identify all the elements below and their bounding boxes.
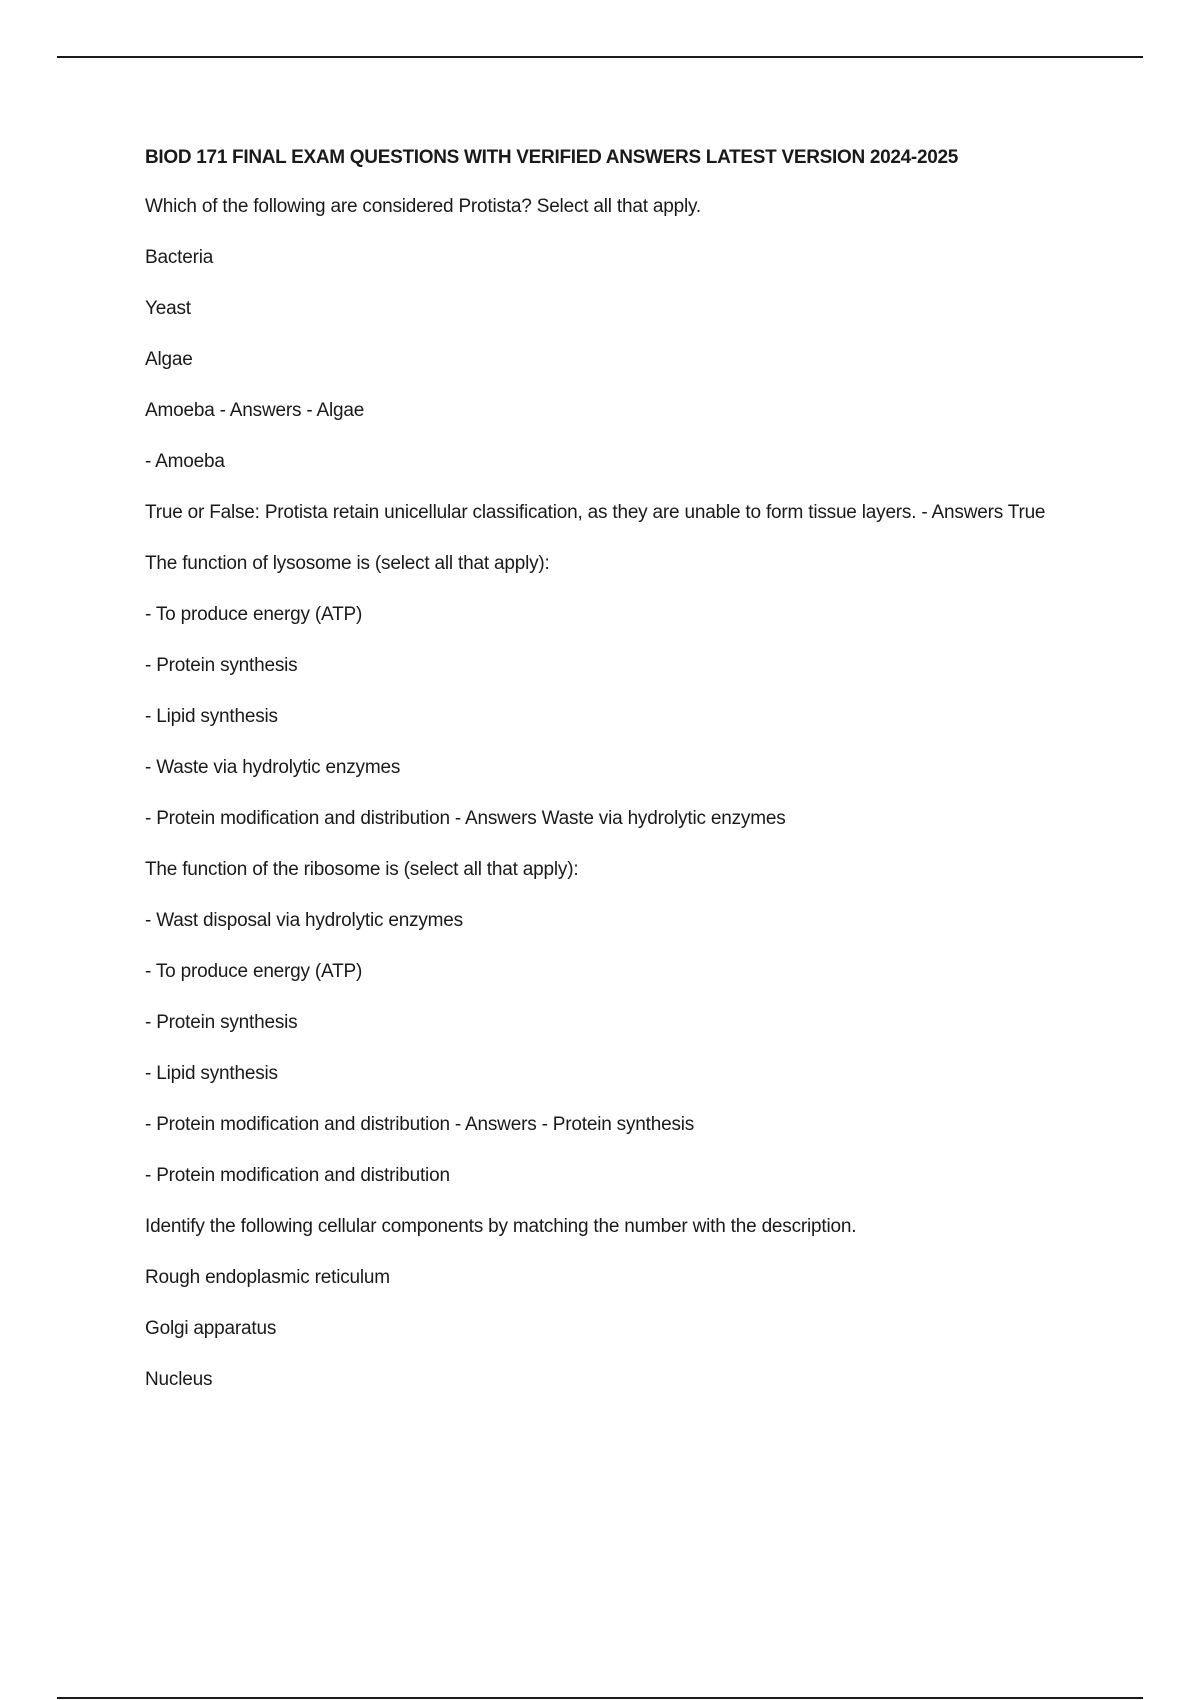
footer-rule <box>57 1697 1143 1699</box>
lysosome-option-lipid-synthesis: - Lipid synthesis <box>145 706 278 727</box>
lysosome-option-modification-answer: - Protein modification and distribution - Answers Waste via hydrolytic enzymes <box>145 808 786 829</box>
question-ribosome: The function of the ribosome is (select all that apply): <box>145 859 579 880</box>
lysosome-option-protein-synthesis: - Protein synthesis <box>145 655 298 676</box>
question-protista: Which of the following are considered Protista? Select all that apply. <box>145 196 701 217</box>
component-rough-er: Rough endoplasmic reticulum <box>145 1267 390 1288</box>
ribosome-answer-modification: - Protein modification and distribution <box>145 1165 450 1186</box>
lysosome-option-waste: - Waste via hydrolytic enzymes <box>145 757 401 778</box>
option-bacteria: Bacteria <box>145 247 214 268</box>
question-cellular-components: Identify the following cellular components by matching the number with the description. <box>145 1216 857 1237</box>
option-yeast: Yeast <box>145 298 191 319</box>
component-nucleus: Nucleus <box>145 1369 213 1390</box>
document-body <box>145 145 1090 1415</box>
component-golgi: Golgi apparatus <box>145 1318 277 1339</box>
question-lysosome: The function of lysosome is (select all that apply): <box>145 553 550 574</box>
ribosome-option-modification-answer: - Protein modification and distribution - Answers - Protein synthesis <box>145 1114 695 1135</box>
lysosome-option-energy: - To produce energy (ATP) <box>145 604 363 625</box>
answer-amoeba: - Amoeba <box>145 451 225 472</box>
document-title: BIOD 171 FINAL EXAM QUESTIONS WITH VERIFIED ANSWERS LATEST VERSION 2024-2025 <box>145 147 959 168</box>
header-rule <box>57 56 1143 58</box>
option-algae: Algae <box>145 349 193 370</box>
ribosome-option-lipid-synthesis: - Lipid synthesis <box>145 1063 278 1084</box>
question-true-false-protista: True or False: Protista retain unicellular classification, as they are unable to form tissue layers. - Answers True <box>145 502 1046 523</box>
ribosome-option-energy: - To produce energy (ATP) <box>145 961 363 982</box>
ribosome-option-waste: - Wast disposal via hydrolytic enzymes <box>145 910 463 931</box>
option-amoeba-answer: Amoeba - Answers - Algae <box>145 400 365 421</box>
ribosome-option-protein-synthesis: - Protein synthesis <box>145 1012 298 1033</box>
